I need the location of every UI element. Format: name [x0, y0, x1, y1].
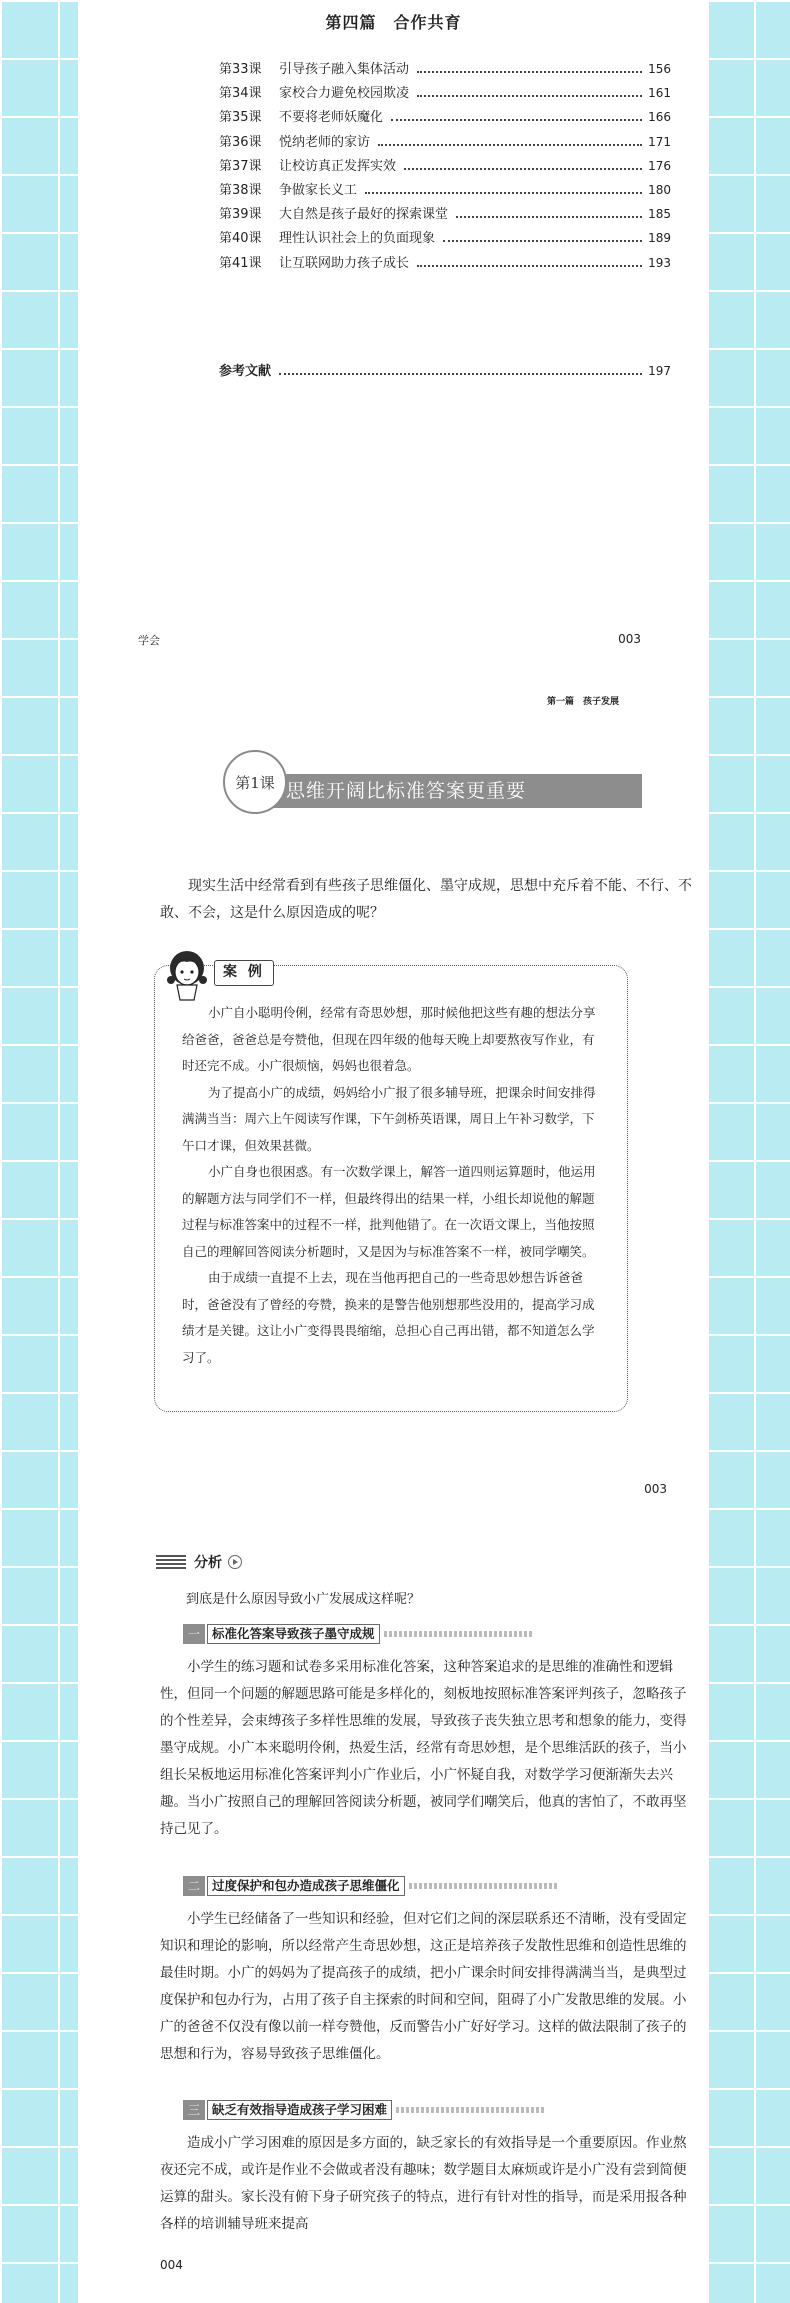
section-title: 缺乏有效指导造成孩子学习困难: [207, 2100, 392, 2120]
toc-entry[interactable]: [219, 252, 671, 276]
toc-leader-dots: [417, 71, 642, 73]
toc-entry-page: 193: [648, 255, 671, 270]
part-title: 第四篇 合作共育: [325, 13, 462, 32]
toc-entry-number: 第34课: [219, 86, 262, 102]
toc-entry-title: 让互联网助力孩子成长: [279, 255, 410, 271]
toc-entry-number: 第40课: [219, 231, 262, 247]
section-title: 过度保护和包办造成孩子思维僵化: [207, 1876, 405, 1896]
analysis-page: [78, 1520, 709, 2303]
toc-entry-page: 180: [648, 182, 671, 197]
toc-entry-number: 第33课: [219, 62, 262, 77]
toc-entry-page: 161: [648, 86, 671, 101]
section-paragraph: 小学生的练习题和试卷多采用标准化答案，这种答案追求的是思维的准确性和逻辑性，但同一个问题的解题思路可能是多样化的，刻板地按照标准答案评判孩子，忽略孩子的个性差异，会束缚孩子多样性思维的发展，导致孩子丧失独立思考和想象的能力，变得墨守成规。小广本来聪明伶俐，热爱生活，经常有奇思妙想，是个思维活跃的孩子，当小组长呆板地运用标准化答案评判小广作业后，小广怀疑自我，对数学学习便渐渐失去兴趣。当小广按照自己的理解回答阅读分析题，被同学们嘲笑后，他真的害怕了，不敢再坚持己见了。: [160, 1659, 687, 1837]
toc-entry-page: 171: [648, 134, 671, 149]
toc-leader-dots: [456, 216, 642, 218]
toc-entry-number: 第39课: [219, 207, 262, 223]
section-paragraph: 小学生已经储备了一些知识和经验，但对它们之间的深层联系还不清晰，没有受固定知识和理论的影响，所以经常产生奇思妙想，这正是培养孩子发散性思维和创造性思维的最佳时期。小广的妈妈为了提高孩子的成绩，把小广课余时间安排得满满当当，是典型过度保护和包办行为，占用了孩子自主探索的时间和空间，阻碍了小广发散思维的发展。小广的爸爸不仅没有像以前一样夸赞他，反而警告小广好好学习。这样的做法限制了孩子的思想和行为，容易导致孩子思维僵化。: [160, 1911, 687, 2062]
toc-leader-dots: [391, 119, 642, 121]
case-paragraph: 为了提高小广的成绩，妈妈给小广报了很多辅导班，把课余时间安排得满满当当：周六上午阅读写作课，下午剑桥英语课，周日上午补习数学，下午口才课，但效果甚微。: [182, 1084, 596, 1153]
section-decoration: [409, 1883, 559, 1889]
running-header: 第一篇 孩子发展: [546, 697, 619, 707]
section-heading: [183, 1876, 559, 1896]
analysis-heading: [156, 1552, 242, 1572]
toc-leader-dots: [417, 95, 642, 97]
page-number: 004: [160, 2258, 183, 2272]
section-heading: [183, 1624, 534, 1644]
toc-leader-dots: [279, 373, 642, 375]
footer-book-title: 学会: [138, 634, 160, 647]
toc-entry[interactable]: [219, 106, 671, 130]
toc-entry-number: 第41课: [219, 255, 262, 271]
footer-page-number: 003: [618, 632, 641, 646]
lesson-badge: 第1课: [223, 750, 287, 814]
toc-entry-title: 大自然是孩子最好的探索课堂: [279, 207, 449, 223]
toc-entry[interactable]: [219, 179, 671, 203]
toc-entry-title: 引导孩子融入集体活动: [279, 62, 410, 77]
toc-list: [219, 58, 671, 276]
section-decoration: [384, 1631, 534, 1637]
analysis-title: 分析: [194, 1555, 222, 1571]
toc-leader-dots: [443, 240, 642, 242]
toc-entry-page: 176: [648, 158, 671, 173]
toc-entry[interactable]: [219, 155, 671, 179]
toc-entry-number: 第36课: [219, 134, 262, 150]
page-number: 003: [644, 1482, 667, 1496]
toc-leader-dots: [417, 265, 642, 267]
toc-entry[interactable]: [219, 227, 671, 251]
toc-entry-number: 第38课: [219, 182, 262, 198]
section-number: 二: [183, 1876, 205, 1896]
section-decoration: [396, 2107, 546, 2113]
analysis-question: 到底是什么原因导致小广发展成这样呢？: [186, 1592, 421, 1607]
toc-entry[interactable]: [219, 131, 671, 155]
toc-entry-page: 189: [648, 231, 671, 246]
case-paragraph: 小广自身也很困惑。有一次数学课上，解答一道四则运算题时，他运用的解题方法与同学们不一样，但最终得出的结果一样，小组长却说他的解题过程与标准答案中的过程不一样，批判他错了。在一次语文课上，当他按照自己的理解回答阅读分析题时，又是因为与标准答案不一样，被同学嘲笑。: [182, 1164, 596, 1259]
references-page: 197: [648, 364, 671, 378]
section-heading: [183, 2100, 546, 2120]
toc-leader-dots: [378, 144, 642, 146]
toc-entry-page: 166: [648, 110, 671, 125]
section-title: 标准化答案导致孩子墨守成规: [207, 1624, 380, 1644]
references-title: 参考文献: [219, 364, 272, 379]
case-paragraph: 由于成绩一直提不上去，现在当他再把自己的一些奇思妙想告诉爸爸时，爸爸没有了曾经的夸赞，换来的是警告他别想那些没用的，提高学习成绩才是关键。这让小广变得畏畏缩缩，总担心自己再出错，都不知道怎么学习了。: [182, 1270, 595, 1365]
section-number: 三: [183, 2100, 205, 2120]
toc-entry-title: 悦纳老师的家访: [279, 134, 371, 150]
toc-leader-dots: [404, 168, 642, 170]
intro-paragraph: 现实生活中经常看到有些孩子思维僵化、墨守成规，思想中充斥着不能、不行、不敢、不会，这是什么原因造成的呢？: [160, 878, 692, 921]
lines-icon: [156, 1555, 186, 1569]
case-text: [182, 1000, 606, 1371]
lesson-title: 思维开阔比标准答案更重要: [270, 774, 642, 808]
toc-entry-number: 第35课: [219, 110, 262, 126]
play-icon: [228, 1555, 242, 1569]
case-label: 案 例: [214, 960, 274, 986]
toc-entry-title: 让校访真正发挥实效: [279, 158, 397, 174]
toc-leader-dots: [365, 192, 642, 194]
toc-entry-page: 185: [648, 207, 671, 222]
toc-entry-title: 争做家长义工: [279, 182, 358, 198]
toc-page: [78, 0, 709, 660]
toc-entry-title: 家校合力避免校园欺凌: [279, 86, 410, 102]
toc-entry-page: 156: [648, 62, 671, 76]
toc-entry[interactable]: [219, 82, 671, 106]
toc-entry-number: 第37课: [219, 158, 262, 174]
toc-entry[interactable]: [219, 203, 671, 227]
lesson-page: [78, 660, 709, 1520]
girl-illustration-icon: [160, 942, 214, 1004]
toc-entry-title: 理性认识社会上的负面现象: [279, 231, 436, 247]
case-paragraph: 小广自小聪明伶俐，经常有奇思妙想，那时候他把这些有趣的想法分享给爸爸，爸爸总是夸赞他，但现在四年级的他每天晚上却要熬夜写作业，有时还完不成。小广很烦恼，妈妈也很着急。: [182, 1005, 596, 1073]
toc-references[interactable]: [219, 360, 671, 379]
section-number: 一: [183, 1624, 205, 1644]
toc-entry-title: 不要将老师妖魔化: [279, 110, 384, 126]
section-paragraph: 造成小广学习困难的原因是多方面的，缺乏家长的有效指导是一个重要原因。作业熬夜还完不成，或许是作业不会做或者没有趣味；数学题目太麻烦或许是小广没有尝到简便运算的甜头。家长没有俯下身子研究孩子的特点，进行有针对性的指导，而是采用报各种各样的培训辅导班来提高: [160, 2135, 687, 2232]
toc-entry[interactable]: [219, 58, 671, 82]
